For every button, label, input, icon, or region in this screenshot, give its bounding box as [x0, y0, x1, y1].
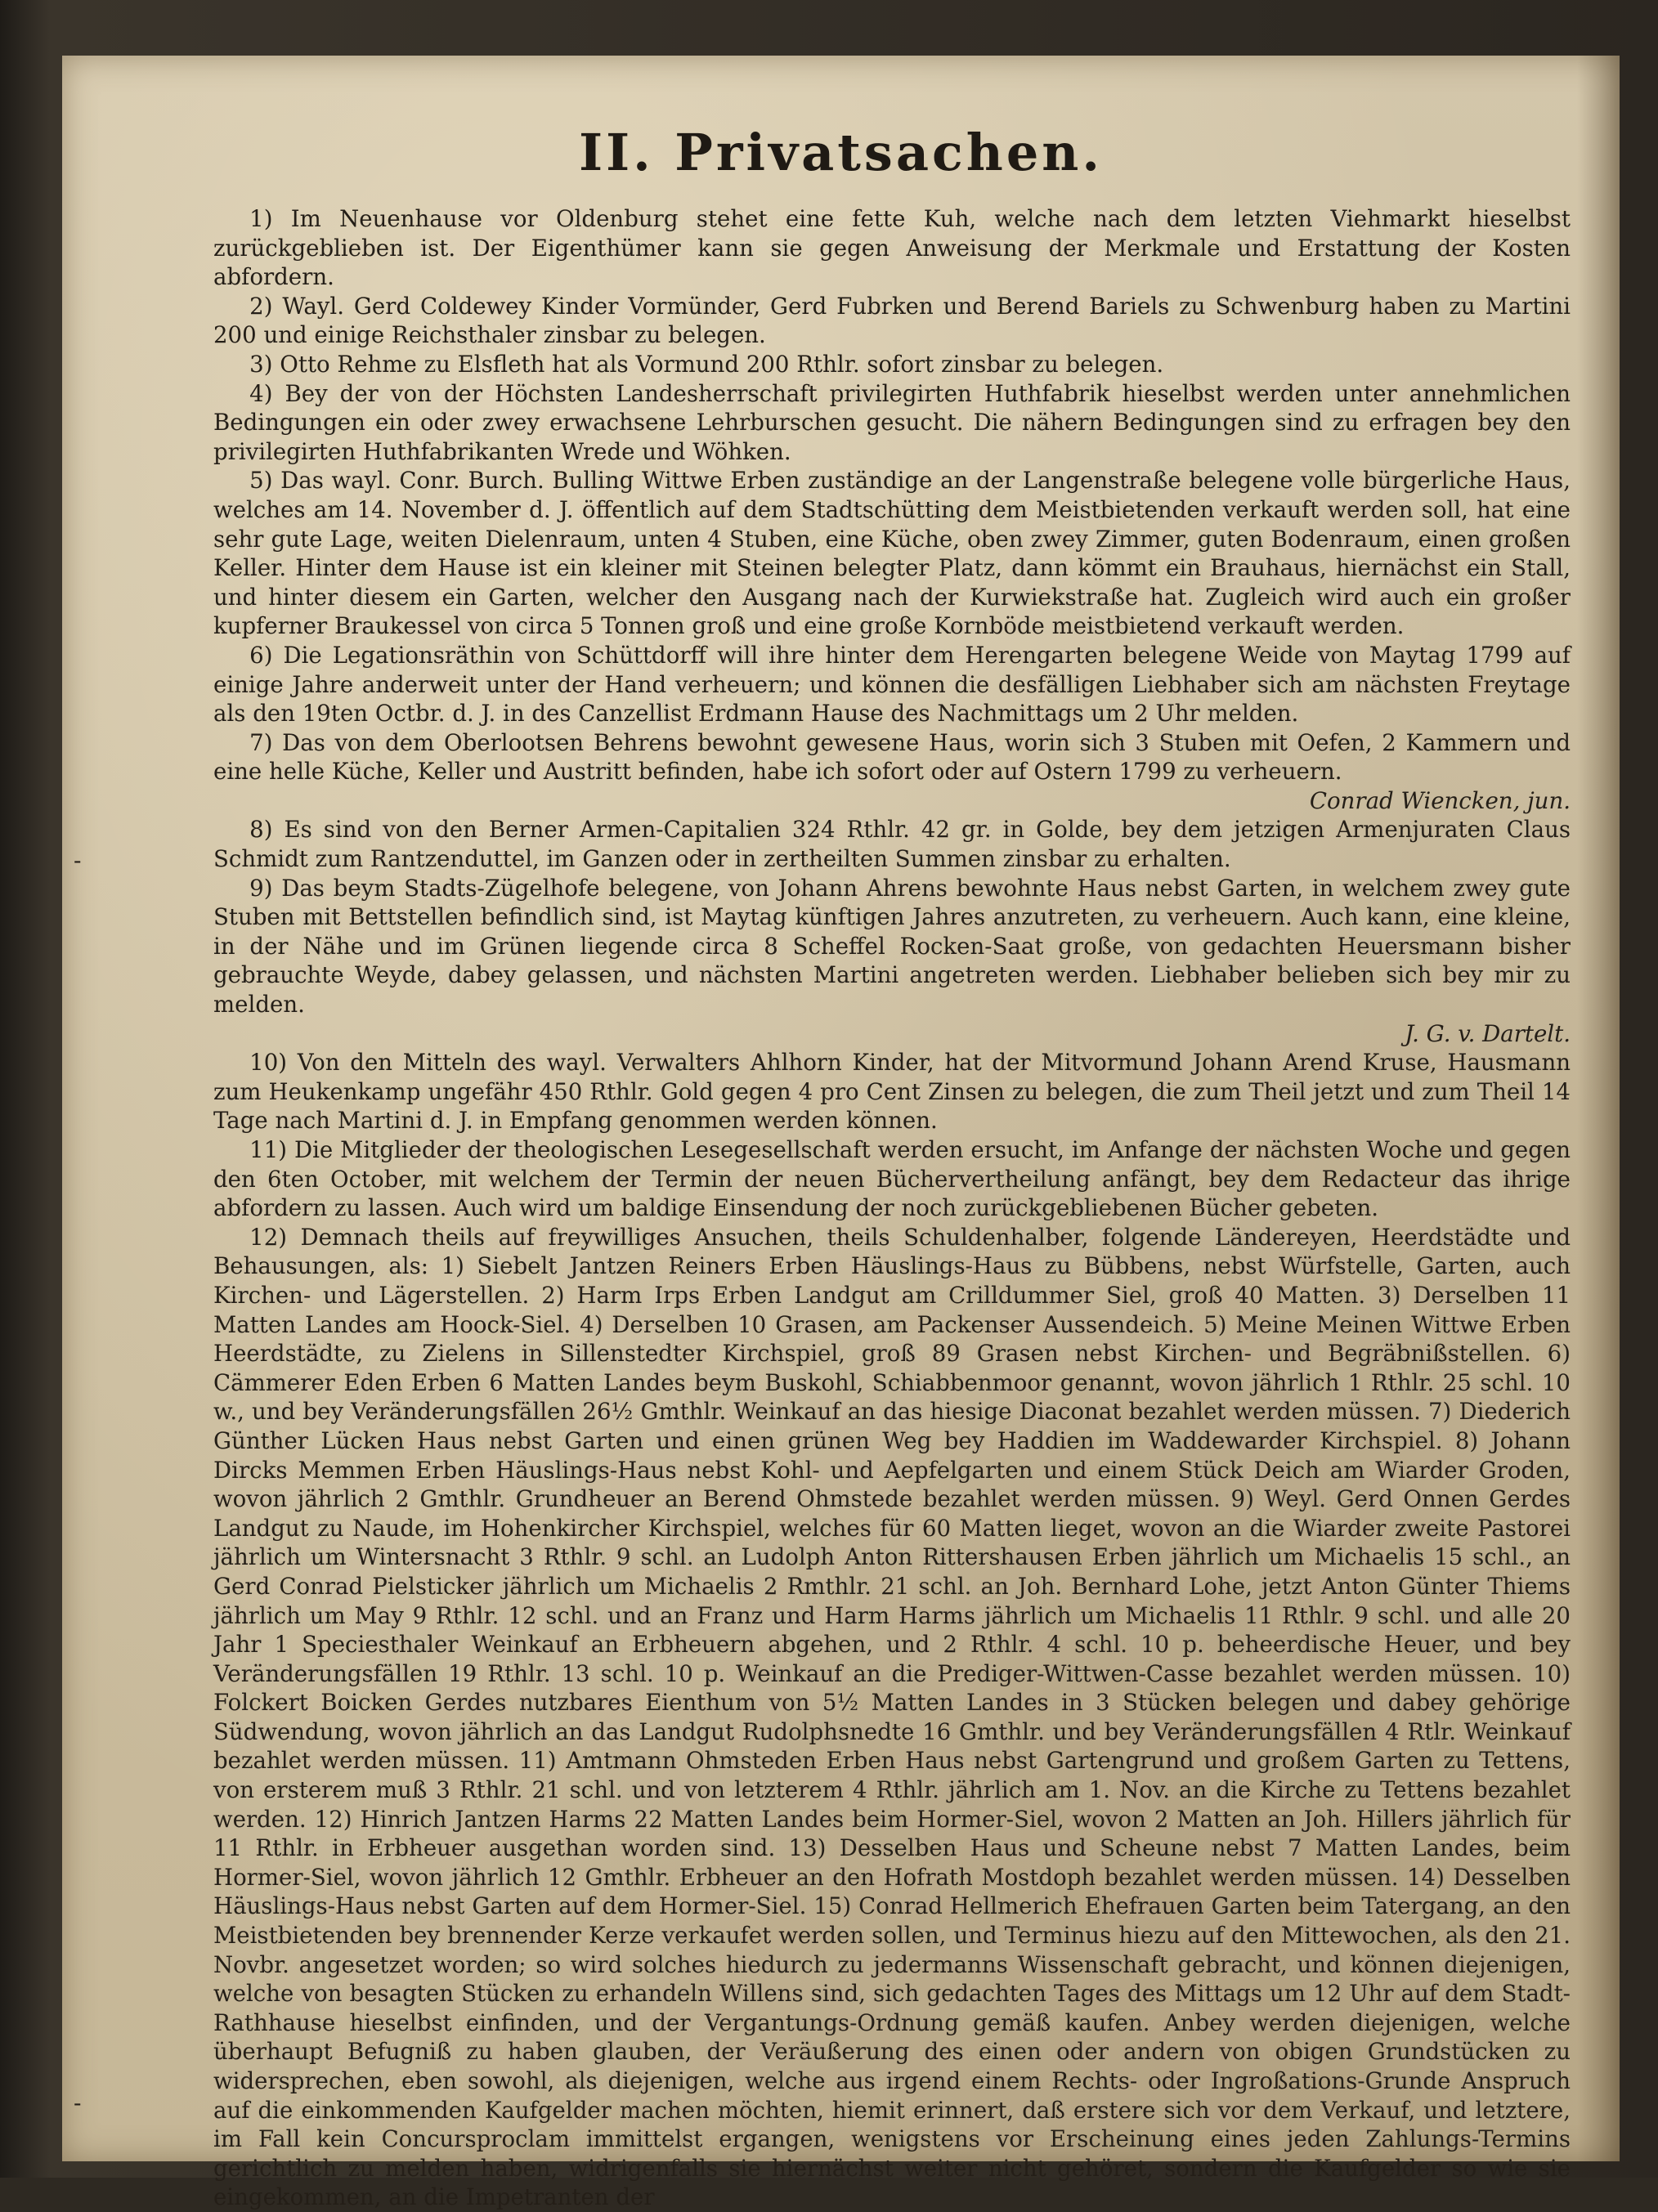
notice-entry: 9) Das beym Stadts-Zügelhofe belegene, von Johann Ahrens bewohnte Haus nebst Garten, in welchem zwey gute Stuben mit Bettstellen befindlich sind, ist Maytag künftigen Jahres anzutreten, zu verheuern. Auch kann, eine kleine, in der Nähe und im Grünen liegende circa 8 Scheffel Rocken-Saat große, von gedachten Heuersmann bisher gebrauchte Weyde, dabey gelassen, und nächsten Martini angetreten werden. Liebhaber belieben sich bey mir zu melden. — [213, 874, 1571, 1019]
page-gutter-shadow — [1577, 56, 1620, 2161]
margin-mark: - — [74, 2089, 82, 2116]
notice-entry: 8) Es sind von den Berner Armen-Capitalien 324 Rthlr. 42 gr. in Golde, bey dem jetzigen Armenjuraten Claus Schmidt zum Rantzenduttel, im Ganzen oder in zertheilten Summen zinsbar zu erhalten. — [213, 816, 1571, 873]
signature: Conrad Wiencken, jun. — [1309, 786, 1571, 814]
notice-entry: 11) Die Mitglieder der theologischen Lesegesellschaft werden ersucht, im Anfange der nächsten Woche und gegen den 6ten October, mit welchem der Termin der neuen Büchervertheilung anfängt, bey dem Redacteur das ihrige abfordern zu lassen. Auch wird um baldige Einsendung der noch zurückgebliebenen Bücher gebeten. — [213, 1136, 1571, 1222]
notice-entry: 10) Von den Mitteln des wayl. Verwalters Ahlhorn Kinder, hat der Mitvormund Johann Arend Kruse, Hausmann zum Heukenkamp ungefähr 450 Rthlr. Gold gegen 4 pro Cent Zinsen zu belegen, die zum Theil jetzt und zum Theil 14 Tage nach Martini d. J. in Empfang genommen werden können. — [213, 1049, 1571, 1135]
notice-entry: 7) Das von dem Oberlootsen Behrens bewohnt gewesene Haus, worin sich 3 Stuben mit Oefen, 2 Kammern und eine helle Küche, Keller und Austritt befinden, habe ich sofort oder auf Ostern 1799 zu verheuern. — [213, 728, 1571, 786]
notice-entry: 2) Wayl. Gerd Coldewey Kinder Vormünder, Gerd Fubrken und Berend Bariels zu Schwenburg haben zu Martini 200 und einige Reichsthaler zinsbar zu belegen. — [213, 292, 1571, 349]
section-heading: II. Privatsachen. — [579, 123, 1103, 182]
margin-mark: - — [74, 847, 82, 874]
notice-entry: 6) Die Legationsräthin von Schüttdorff will ihre hinter dem Herengarten belegene Weide von Maytag 1799 auf einige Jahre anderweit unter der Hand verheuern; und können die desfälligen Liebhaber sich am nächsten Freytage als den 19ten Octbr. d. J. in des Canzellist Erdmann Hause des Nachmittags um 2 Uhr melden. — [213, 641, 1571, 728]
document-page — [62, 56, 1620, 2211]
notice-entry: 3) Otto Rehme zu Elsfleth hat als Vormund 200 Rthlr. sofort zinsbar zu belegen. — [249, 350, 1164, 378]
signature: J. G. v. Dartelt. — [1405, 1019, 1571, 1047]
document-body — [213, 204, 1571, 2212]
notice-entry: 5) Das wayl. Conr. Burch. Bulling Wittwe Erben zuständige an der Langenstraße belegene volle bürgerliche Haus, welches am 14. November d. J. öffentlich auf dem Stadtschütting dem Meistbietenden verkauft werden soll, hat eine sehr gute Lage, weiten Dielenraum, unten 4 Stuben, eine Küche, oben zwey Zimmer, guten Bodenraum, einen großen Keller. Hinter dem Hause ist ein kleiner mit Steinen belegter Platz, dann kömmt ein Brauhaus, hiernächst ein Stall, und hinter diesem ein Garten, welcher den Ausgang nach der Kurwiekstraße hat. Zugleich wird auch ein großer kupferner Braukessel von circa 5 Tonnen groß und eine große Kornböde meistbietend verkauft werden. — [213, 467, 1571, 640]
notice-entry: 1) Im Neuenhause vor Oldenburg stehet eine fette Kuh, welche nach dem letzten Viehmarkt hieselbst zurückgeblieben ist. Der Eigenthümer kann sie gegen Anweisung der Merkmale und Erstattung der Kosten abfordern. — [213, 205, 1571, 291]
notice-entry: 12) Demnach theils auf freywilliges Ansuchen, theils Schuldenhalber, folgende Ländereyen, Heerdstädte und Behausungen, als: 1) Siebelt Jantzen Reiners Erben Häuslings-Haus zu Bübbens, nebst Würfstelle, Garten, auch Kirchen- und Lägerstellen. 2) Harm Irps Erben Landgut am Crilldummer Siel, groß 40 Matten. 3) Derselben 11 Matten Landes am Hoock-Siel. 4) Derselben 10 Grasen, am Packenser Aussendeich. 5) Meine Meinen Wittwe Erben Heerdstädte, zu Zielens in Sillenstedter Kirchspiel, groß 89 Grasen nebst Kirchen- und Begräbnißstellen. 6) Cämmerer Eden Erben 6 Matten Landes beym Buskohl, Schiabbenmoor genannt, wovon jährlich 1 Rthlr. 25 schl. 10 w., und bey Veränderungsfällen 26½ Gmthlr. Weinkauf an das hiesige Diaconat bezahlet werden müssen. 7) Diederich Günther Lücken Haus nebst Garten und einen grünen Weg bey Haddien im Waddewarder Kirchspiel. 8) Johann Dircks Memmen Erben Häuslings-Haus nebst Kohl- und Aepfelgarten und einem Stück Deich am Wiarder Groden, wovon jährlich 2 Gmthlr. Grundheuer an Berend Ohmstede bezahlet werden müssen. 9) Weyl. Gerd Onnen Gerdes Landgut zu Naude, im Hohenkircher Kirchspiel, welches für 60 Matten lieget, wovon an die Wiarder zweite Pastorei jährlich um Wintersnacht 3 Rthlr. 9 schl. an Ludolph Anton Rittershausen Erben jährlich um Michaelis 15 schl., an Gerd Conrad Pielsticker jährlich um Michaelis 2 Rmthlr. 21 schl. an Joh. Bernhard Lohe, jetzt Anton Günter Thiems jährlich um May 9 Rthlr. 12 schl. und an Franz und Harm Harms jährlich um Michaelis 11 Rthlr. 9 schl. und alle 20 Jahr 1 Speciesthaler Weinkauf an Erbheuern abgehen, und 2 Rthlr. 4 schl. 10 p. beheerdische Heuer, und bey Veränderungsfällen 19 Rthlr. 13 schl. 10 p. Weinkauf an die Prediger-Wittwen-Casse bezahlet werden müssen. 10) Folckert Boicken Gerdes nutzbares Eienthum von 5½ Matten Landes in 3 Stücken belegen und dabey gehörige Südwendung, wovon jährlich an das Landgut Rudolphsnedte 16 Gmthlr. und bey Veränderungsfällen 4 Rtlr. Weinkauf bezahlet werden müssen. 11) Amtmann Ohmsteden Erben Haus nebst Gartengrund und großem Garten zu Tettens, von ersterem muß 3 Rthlr. 21 schl. und von letzterem 4 Rthlr. jährlich am 1. Nov. an die Kirche zu Tettens bezahlet werden. 12) Hinrich Jantzen Harms 22 Matten Landes beim Hormer-Siel, wovon 2 Matten an Joh. Hillers jährlich für 11 Rthlr. in Erbheuer ausgethan worden sind. 13) Desselben Haus und Scheune nebst 7 Matten Landes, beim Hormer-Siel, wovon jährlich 12 Gmthlr. Erbheuer an den Hofrath Mostdoph bezahlet werden müssen. 14) Desselben Häuslings-Haus nebst Garten auf dem Hormer-Siel. 15) Conrad Hellmerich Ehefrauen Garten beim Tatergang, an den Meistbietenden bey brennender Kerze verkaufet werden sollen, und Terminus hiezu auf den Mittewochen, als den 21. Novbr. angesetzet worden; so wird solches hiedurch zu jedermanns Wissenschaft gebracht, und können diejenigen, welche von besagten Stücken zu erhandeln Willens sind, sich gedachten Tages des Mittags um 12 Uhr auf dem Stadt-Rathhause hieselbst einfinden, und der Vergantungs-Ordnung gemäß kaufen. Anbey werden diejenigen, welche überhaupt Befugniß zu haben glauben, der Veräußerung des einen oder andern von obigen Grundstücken zu widersprechen, eben sowohl, als diejenigen, welche aus irgend einem Rechts- oder Ingroßations-Grunde Anspruch auf die einkommenden Kaufgelder machen möchten, hiemit erinnert, daß erstere sich vor dem Verkauf, und letztere, im Fall kein Concursproclam immittelst ergangen, wenigstens vor Erscheinung eines jeden Zahlungs-Termins gerichtlich zu melden haben, widrigenfalls sie hiernächst weiter nicht gehöret, sondern die Kaufgelder so wie sie eingekommen, an die Impetranten der — [213, 1223, 1571, 2211]
notice-entry: 4) Bey der von der Höchsten Landesherrschaft privilegirten Huthfabrik hieselbst werden unter annehmlichen Bedingungen ein oder zwey erwachsene Lehrburschen gesucht. Die nähern Bedingungen sind zu erfragen bey den privilegirten Huthfabrikanten Wrede und Wöhken. — [213, 379, 1571, 465]
